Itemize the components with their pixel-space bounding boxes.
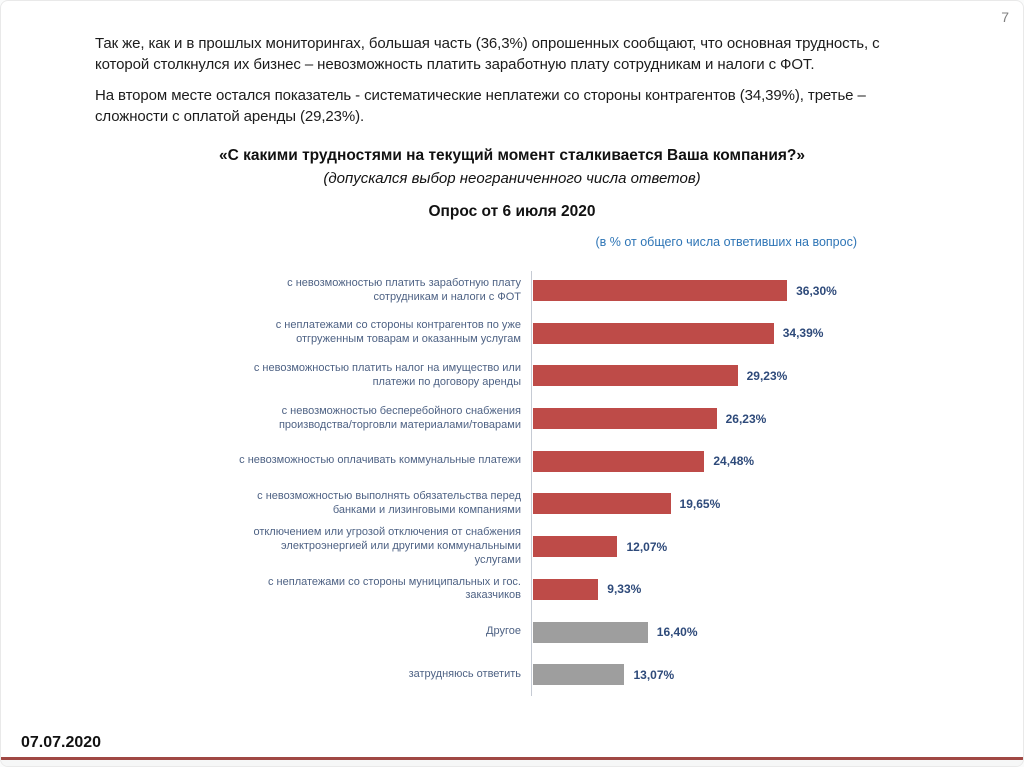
chart-row [233, 483, 893, 526]
chart-row [233, 568, 893, 611]
page-number: 7 [1001, 9, 1009, 25]
chart-row [233, 397, 893, 440]
chart-row [233, 440, 893, 483]
bar-area [532, 525, 893, 568]
value-label: 12,07% [626, 539, 668, 554]
value-label: 24,48% [713, 454, 755, 469]
bar-area [532, 312, 893, 355]
bar-area [532, 653, 893, 696]
bar-chart-rows [233, 269, 893, 696]
category-label: с неплатежами со стороны муниципальных и гос. заказчиков [267, 575, 521, 602]
bar [533, 323, 774, 344]
chart-note: (в % от общего числа ответивших на вопрос) [595, 235, 857, 250]
category-label: с невозможностью платить налог на имущество или платежи по договору аренды [253, 362, 521, 388]
chart-title: «С какими трудностями на текущий момент сталкивается Ваша компания?» [218, 147, 806, 165]
chart-row [233, 525, 893, 568]
survey-date-line: Опрос от 6 июля 2020 [428, 203, 596, 221]
intro-text [95, 33, 933, 127]
bar-chart [233, 269, 893, 696]
category-label: с невозможностью выполнять обязательства перед банками и лизинговыми компаниями [257, 490, 521, 516]
bottom-strip [1, 760, 1023, 766]
value-label: 29,23% [746, 368, 788, 383]
chart-axis-line [531, 271, 532, 696]
bar [533, 493, 671, 514]
bar [533, 622, 648, 643]
bar-area [532, 355, 893, 398]
value-label: 26,23% [725, 411, 767, 426]
intro-paragraph-2: На втором месте остался показатель - систематические неплатежи со стороны контрагентов (34,39%), третье – сложности с оплатой аренды (29,23%). [95, 86, 866, 125]
category-label: с невозможностью бесперебойного снабжения производства/торговли материалами/товарами [278, 404, 521, 431]
value-label: 9,33% [607, 582, 642, 597]
chart-row [233, 653, 893, 696]
chart-header [101, 147, 923, 221]
category-label: Другое [486, 625, 521, 638]
bar [533, 280, 787, 301]
chart-row [233, 312, 893, 355]
chart-subtitle: (допускался выбор неограниченного числа ответов) [323, 170, 701, 188]
bar [533, 579, 598, 600]
category-label: отключением или угрозой отключения от снабжения электроэнергией или другими коммунальными услугами [253, 526, 521, 566]
category-label: затрудняюсь ответить [408, 667, 521, 680]
value-label: 36,30% [796, 283, 837, 298]
category-label: с невозможностью оплачивать коммунальные платежи [239, 454, 521, 467]
bar-area [532, 440, 893, 483]
footer-date: 07.07.2020 [21, 734, 102, 751]
bar [533, 365, 738, 386]
category-label: с невозможностью платить заработную плату сотрудникам и налоги с ФОТ [287, 276, 521, 303]
bar [533, 536, 617, 557]
bar [533, 664, 624, 685]
chart-row [233, 611, 893, 654]
value-label: 16,40% [656, 625, 698, 640]
category-label: с неплатежами со стороны контрагентов по уже отгруженным товарам и оказанным услугам [275, 319, 521, 346]
bar-area [532, 483, 893, 526]
bar [533, 451, 704, 472]
chart-row [233, 355, 893, 398]
intro-paragraph-1: Так же, как и в прошлых мониторингах, большая часть (36,3%) опрошенных сообщают, что основная трудность, с которой столкнулся их бизнес – невозможность платить заработную плату сотрудникам и налоги с ФОТ. [95, 35, 880, 74]
bar-area [532, 611, 893, 654]
bar-area [532, 568, 893, 611]
value-label: 34,39% [782, 326, 824, 341]
value-label: 19,65% [679, 496, 721, 511]
bar-area [532, 269, 893, 312]
bar [533, 408, 717, 429]
value-label: 13,07% [633, 667, 675, 682]
chart-row [233, 269, 893, 312]
bar-area [532, 397, 893, 440]
